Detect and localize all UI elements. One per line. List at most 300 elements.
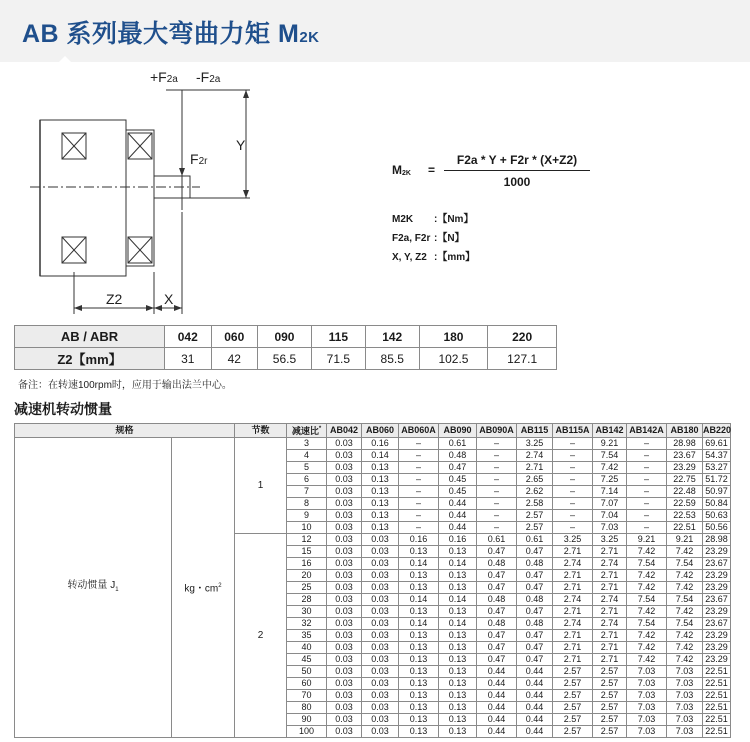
inertia-value: 0.03 — [362, 642, 399, 654]
inertia-value: 0.13 — [399, 606, 439, 618]
inertia-value: 22.51 — [667, 522, 703, 534]
inertia-value: 0.13 — [439, 714, 477, 726]
inertia-value: 0.03 — [362, 558, 399, 570]
inertia-value: 7.42 — [667, 642, 703, 654]
inertia-value: 0.03 — [327, 534, 362, 546]
label-y: Y — [236, 137, 246, 153]
inertia-value: 0.03 — [327, 630, 362, 642]
inertia-value: 0.47 — [439, 462, 477, 474]
inertia-value: 2.74 — [593, 618, 627, 630]
inertia-value: 0.14 — [399, 594, 439, 606]
inertia-value: 0.03 — [362, 678, 399, 690]
inertia-value: 22.59 — [667, 498, 703, 510]
inertia-value: – — [553, 462, 593, 474]
inertia-value: 7.54 — [667, 558, 703, 570]
inertia-value: 7.07 — [593, 498, 627, 510]
inertia-value: 0.48 — [439, 450, 477, 462]
inertia-value: – — [477, 510, 517, 522]
inertia-value: 0.03 — [327, 726, 362, 738]
inertia-value: – — [627, 498, 667, 510]
inertia-value: 0.44 — [477, 690, 517, 702]
inertia-value: 0.44 — [439, 510, 477, 522]
ratio-cell: 5 — [287, 462, 327, 474]
inertia-value: 7.03 — [627, 714, 667, 726]
ratio-cell: 15 — [287, 546, 327, 558]
ratio-cell: 4 — [287, 450, 327, 462]
label-f2r: F2r — [190, 151, 208, 167]
inertia-value: 2.57 — [517, 510, 553, 522]
inertia-value: 7.42 — [627, 570, 667, 582]
z2-size: 060 — [211, 326, 258, 348]
inertia-value: 7.03 — [667, 666, 703, 678]
z2-value: 71.5 — [311, 348, 365, 370]
ratio-cell: 45 — [287, 654, 327, 666]
inertia-value: 7.03 — [667, 690, 703, 702]
inertia-value: 0.44 — [477, 714, 517, 726]
inertia-value: 23.29 — [703, 546, 731, 558]
inertia-value: 2.74 — [517, 450, 553, 462]
ratio-cell: 32 — [287, 618, 327, 630]
z2-value-row — [15, 348, 557, 370]
inertia-value: 7.03 — [627, 702, 667, 714]
ratio-cell: 7 — [287, 486, 327, 498]
inertia-value: 0.03 — [362, 546, 399, 558]
inertia-value: 0.03 — [327, 522, 362, 534]
inertia-value: 2.65 — [517, 474, 553, 486]
inertia-value: 0.45 — [439, 474, 477, 486]
inertia-value: 7.54 — [593, 450, 627, 462]
formula-equals: = — [428, 163, 436, 177]
header-model: AB142 — [593, 424, 627, 438]
inertia-value: 7.54 — [667, 594, 703, 606]
inertia-value: 23.29 — [703, 582, 731, 594]
inertia-value: 2.71 — [593, 606, 627, 618]
inertia-value: 0.13 — [399, 714, 439, 726]
inertia-value: 23.67 — [703, 594, 731, 606]
inertia-value: – — [477, 522, 517, 534]
inertia-value: 0.47 — [517, 546, 553, 558]
inertia-value: 0.13 — [362, 462, 399, 474]
inertia-value: 0.03 — [362, 582, 399, 594]
inertia-value: 7.54 — [627, 594, 667, 606]
ratio-cell: 70 — [287, 690, 327, 702]
inertia-value: 0.03 — [327, 486, 362, 498]
inertia-value: 0.03 — [362, 630, 399, 642]
inertia-value: 0.44 — [477, 726, 517, 738]
inertia-value: 7.42 — [667, 570, 703, 582]
inertia-value: 0.61 — [517, 534, 553, 546]
inertia-value: 2.74 — [553, 618, 593, 630]
inertia-value: 0.13 — [399, 654, 439, 666]
inertia-header-row — [15, 424, 731, 438]
header-model: AB180 — [667, 424, 703, 438]
inertia-value: 0.47 — [477, 654, 517, 666]
inertia-value: 0.61 — [439, 438, 477, 450]
inertia-value: – — [553, 522, 593, 534]
ratio-cell: 16 — [287, 558, 327, 570]
inertia-value: 0.03 — [327, 606, 362, 618]
inertia-value: 0.47 — [517, 630, 553, 642]
inertia-value: 0.03 — [327, 450, 362, 462]
inertia-value: 0.03 — [362, 690, 399, 702]
inertia-value: 23.29 — [703, 570, 731, 582]
inertia-value: 3.25 — [517, 438, 553, 450]
ratio-cell: 20 — [287, 570, 327, 582]
inertia-value: 7.03 — [667, 726, 703, 738]
inertia-value: 0.47 — [477, 570, 517, 582]
inertia-value: 0.13 — [399, 702, 439, 714]
z2-value: 31 — [165, 348, 212, 370]
inertia-value: 0.13 — [399, 666, 439, 678]
inertia-value: 7.42 — [627, 642, 667, 654]
inertia-value: 0.47 — [477, 630, 517, 642]
label-plus-f2a: +F2a — [150, 69, 178, 85]
inertia-value: 2.71 — [517, 462, 553, 474]
inertia-value: 7.04 — [593, 510, 627, 522]
inertia-value: – — [553, 438, 593, 450]
z2-value: 56.5 — [258, 348, 312, 370]
inertia-value: 2.71 — [593, 642, 627, 654]
inertia-value: 7.03 — [667, 678, 703, 690]
inertia-value: – — [399, 438, 439, 450]
inertia-value: 7.42 — [667, 630, 703, 642]
inertia-value: 0.13 — [399, 642, 439, 654]
inertia-value: 7.42 — [627, 654, 667, 666]
z2-size: 090 — [258, 326, 312, 348]
inertia-value: 2.57 — [553, 678, 593, 690]
label-x: X — [164, 291, 174, 307]
inertia-value: 23.29 — [703, 630, 731, 642]
inertia-value: 50.56 — [703, 522, 731, 534]
inertia-value: 3.25 — [553, 534, 593, 546]
inertia-row — [15, 438, 731, 450]
z2-value: 85.5 — [365, 348, 419, 370]
inertia-value: 0.03 — [327, 690, 362, 702]
inertia-value: 2.71 — [553, 582, 593, 594]
inertia-value: – — [553, 486, 593, 498]
inertia-value: 0.13 — [439, 654, 477, 666]
inertia-value: 22.51 — [703, 690, 731, 702]
inertia-value: 50.84 — [703, 498, 731, 510]
inertia-value: – — [627, 462, 667, 474]
inertia-value: 2.71 — [593, 570, 627, 582]
inertia-value: 0.03 — [362, 654, 399, 666]
header-stage: 节数 — [235, 424, 287, 438]
inertia-value: 7.42 — [627, 630, 667, 642]
inertia-row-label: 转动惯量 $J_1$ — [15, 438, 172, 738]
ratio-cell: 3 — [287, 438, 327, 450]
ratio-cell: 100 — [287, 726, 327, 738]
inertia-value: – — [627, 510, 667, 522]
z2-row-label: Z2【mm】 — [15, 348, 165, 370]
inertia-value: 50.63 — [703, 510, 731, 522]
inertia-value: 9.21 — [593, 438, 627, 450]
inertia-value: 7.42 — [627, 606, 667, 618]
inertia-value: 0.03 — [362, 570, 399, 582]
inertia-value: 0.13 — [362, 522, 399, 534]
inertia-value: 2.71 — [593, 546, 627, 558]
z2-size: 042 — [165, 326, 212, 348]
inertia-value: 7.42 — [593, 462, 627, 474]
inertia-value: 7.54 — [627, 618, 667, 630]
inertia-value: 0.47 — [477, 642, 517, 654]
inertia-value: 0.13 — [439, 690, 477, 702]
header-model: AB220 — [703, 424, 731, 438]
inertia-value: 69.61 — [703, 438, 731, 450]
inertia-value: 0.48 — [517, 618, 553, 630]
inertia-value: 7.54 — [627, 558, 667, 570]
inertia-unit: kg・$cm^2$ — [172, 438, 235, 738]
header-model: AB042 — [327, 424, 362, 438]
inertia-value: – — [399, 510, 439, 522]
unit-legend — [392, 210, 475, 267]
ratio-cell: 12 — [287, 534, 327, 546]
inertia-value: 0.03 — [327, 510, 362, 522]
inertia-value: 23.29 — [703, 606, 731, 618]
inertia-value: 0.48 — [477, 618, 517, 630]
inertia-value: 0.13 — [399, 690, 439, 702]
formula-denominator: 1000 — [503, 175, 531, 189]
z2-header-label: AB / ABR — [15, 326, 165, 348]
section-title: 减速机转动惯量 — [14, 401, 112, 417]
inertia-value: 0.03 — [362, 726, 399, 738]
inertia-value: 0.03 — [327, 678, 362, 690]
inertia-value: 0.44 — [517, 678, 553, 690]
inertia-value: 0.48 — [477, 558, 517, 570]
z2-size: 142 — [365, 326, 419, 348]
header-model: AB090A — [477, 424, 517, 438]
inertia-value: 7.42 — [667, 582, 703, 594]
inertia-value: 7.42 — [627, 582, 667, 594]
inertia-value: 2.57 — [553, 726, 593, 738]
inertia-value: 7.42 — [667, 606, 703, 618]
inertia-value: 7.03 — [627, 690, 667, 702]
ratio-cell: 80 — [287, 702, 327, 714]
inertia-value: 2.57 — [593, 714, 627, 726]
stage-cell: 1 — [235, 438, 287, 534]
inertia-value: 0.03 — [327, 558, 362, 570]
label-minus-f2a: -F2a — [196, 69, 221, 85]
ratio-cell: 90 — [287, 714, 327, 726]
inertia-value: – — [627, 450, 667, 462]
z2-table — [14, 325, 557, 370]
inertia-value: 0.13 — [362, 498, 399, 510]
inertia-value: 0.16 — [439, 534, 477, 546]
inertia-value: 2.71 — [553, 654, 593, 666]
inertia-value: 0.44 — [477, 702, 517, 714]
header-model: AB115A — [553, 424, 593, 438]
inertia-value: 0.03 — [362, 666, 399, 678]
inertia-value: 0.48 — [477, 594, 517, 606]
inertia-value: 28.98 — [703, 534, 731, 546]
inertia-value: 0.13 — [362, 510, 399, 522]
inertia-value: – — [477, 498, 517, 510]
inertia-value: 0.16 — [362, 438, 399, 450]
inertia-value: 0.03 — [362, 606, 399, 618]
inertia-value: 7.25 — [593, 474, 627, 486]
inertia-value: 22.51 — [703, 702, 731, 714]
inertia-value: 0.13 — [399, 570, 439, 582]
stage-cell: 2 — [235, 534, 287, 738]
inertia-value: 9.21 — [667, 534, 703, 546]
unit-row: M2K :【Nm】 — [392, 214, 474, 225]
inertia-value: 0.44 — [439, 522, 477, 534]
inertia-value: 0.13 — [439, 546, 477, 558]
inertia-value: 7.42 — [667, 546, 703, 558]
inertia-value: 2.57 — [593, 678, 627, 690]
inertia-value: 22.75 — [667, 474, 703, 486]
inertia-value: 0.03 — [327, 462, 362, 474]
inertia-value: 0.13 — [439, 678, 477, 690]
inertia-value: 0.61 — [477, 534, 517, 546]
inertia-value: – — [627, 438, 667, 450]
ratio-cell: 50 — [287, 666, 327, 678]
inertia-value: 0.03 — [327, 594, 362, 606]
ratio-cell: 8 — [287, 498, 327, 510]
inertia-value: 7.03 — [627, 666, 667, 678]
ratio-cell: 10 — [287, 522, 327, 534]
inertia-value: 0.13 — [439, 570, 477, 582]
inertia-value: 0.13 — [439, 666, 477, 678]
label-z2: Z2 — [106, 291, 123, 307]
inertia-value: – — [399, 462, 439, 474]
inertia-value: 7.03 — [593, 522, 627, 534]
inertia-value: 22.51 — [703, 666, 731, 678]
inertia-value: 0.13 — [362, 474, 399, 486]
inertia-value: 2.57 — [553, 714, 593, 726]
inertia-value: 0.03 — [362, 714, 399, 726]
inertia-value: 0.03 — [327, 582, 362, 594]
inertia-value: 0.03 — [327, 618, 362, 630]
inertia-value: 2.71 — [553, 570, 593, 582]
inertia-value: 0.14 — [439, 618, 477, 630]
inertia-value: 2.74 — [553, 558, 593, 570]
inertia-value: 7.42 — [667, 654, 703, 666]
inertia-value: 2.57 — [593, 666, 627, 678]
inertia-value: – — [399, 498, 439, 510]
inertia-value: – — [553, 510, 593, 522]
inertia-value: 0.47 — [477, 582, 517, 594]
inertia-value: 54.37 — [703, 450, 731, 462]
inertia-value: 2.71 — [593, 654, 627, 666]
inertia-value: 2.74 — [553, 594, 593, 606]
inertia-value: – — [477, 450, 517, 462]
ratio-cell: 30 — [287, 606, 327, 618]
inertia-value: 0.03 — [327, 714, 362, 726]
inertia-value: 2.71 — [553, 630, 593, 642]
inertia-value: 0.13 — [399, 630, 439, 642]
inertia-value: 7.14 — [593, 486, 627, 498]
inertia-value: 53.27 — [703, 462, 731, 474]
inertia-value: 7.03 — [627, 726, 667, 738]
unit-row: X, Y, Z2 :【mm】 — [392, 252, 476, 263]
formula-numerator: F2a * Y + F2r * (X+Z2) — [456, 153, 578, 167]
inertia-value: – — [399, 450, 439, 462]
inertia-value: – — [477, 486, 517, 498]
inertia-value: 0.03 — [327, 654, 362, 666]
inertia-value: 0.13 — [439, 582, 477, 594]
ratio-cell: 25 — [287, 582, 327, 594]
inertia-value: 0.14 — [399, 618, 439, 630]
inertia-value: 0.44 — [517, 702, 553, 714]
z2-size: 220 — [488, 326, 557, 348]
inertia-value: – — [399, 474, 439, 486]
inertia-table — [14, 423, 731, 738]
inertia-value: 0.47 — [517, 570, 553, 582]
inertia-value: 0.14 — [439, 594, 477, 606]
inertia-value: 2.71 — [593, 582, 627, 594]
inertia-value: 0.03 — [362, 618, 399, 630]
inertia-value: 2.57 — [593, 690, 627, 702]
inertia-value: 9.21 — [627, 534, 667, 546]
inertia-value: 0.03 — [362, 594, 399, 606]
header-spec: 规格 — [15, 424, 235, 438]
inertia-value: 22.51 — [703, 678, 731, 690]
inertia-value: – — [627, 486, 667, 498]
inertia-value: 23.67 — [703, 618, 731, 630]
inertia-value: 0.13 — [399, 582, 439, 594]
z2-value: 42 — [211, 348, 258, 370]
header-model: AB142A — [627, 424, 667, 438]
inertia-value: 0.03 — [327, 702, 362, 714]
inertia-value: 2.57 — [553, 690, 593, 702]
inertia-value: – — [627, 522, 667, 534]
inertia-value: – — [399, 522, 439, 534]
inertia-value: 0.03 — [327, 474, 362, 486]
inertia-value: 0.44 — [477, 678, 517, 690]
inertia-value: 0.47 — [477, 606, 517, 618]
inertia-value: 0.03 — [327, 498, 362, 510]
inertia-value: 0.47 — [517, 654, 553, 666]
inertia-value: 7.03 — [627, 678, 667, 690]
inertia-value: 23.67 — [703, 558, 731, 570]
inertia-value: 2.74 — [593, 558, 627, 570]
inertia-value: 0.13 — [439, 702, 477, 714]
inertia-value: 0.13 — [362, 486, 399, 498]
inertia-value: 0.48 — [517, 594, 553, 606]
inertia-value: 0.47 — [477, 546, 517, 558]
inertia-value: – — [399, 486, 439, 498]
inertia-value: 0.03 — [327, 546, 362, 558]
inertia-value: 2.71 — [593, 630, 627, 642]
inertia-value: – — [477, 474, 517, 486]
z2-size: 115 — [311, 326, 365, 348]
inertia-value: 0.13 — [399, 726, 439, 738]
inertia-value: 22.48 — [667, 486, 703, 498]
inertia-value: 0.16 — [399, 534, 439, 546]
inertia-value: 0.44 — [517, 666, 553, 678]
header-ratio: 减速比* — [287, 424, 327, 438]
inertia-value: 0.13 — [439, 642, 477, 654]
inertia-value: 0.47 — [517, 582, 553, 594]
inertia-value: 0.13 — [439, 726, 477, 738]
inertia-value: 2.71 — [553, 546, 593, 558]
fraction-bar — [444, 170, 590, 171]
inertia-value: 0.13 — [399, 678, 439, 690]
inertia-value: 2.62 — [517, 486, 553, 498]
header-model: AB115 — [517, 424, 553, 438]
page-title: AB 系列最大弯曲力矩 M2K — [22, 20, 320, 48]
inertia-value: 2.57 — [593, 702, 627, 714]
inertia-value: 0.14 — [362, 450, 399, 462]
ratio-cell: 60 — [287, 678, 327, 690]
header-model: AB060A — [399, 424, 439, 438]
inertia-value: 51.72 — [703, 474, 731, 486]
inertia-value: 3.25 — [593, 534, 627, 546]
inertia-value: 7.54 — [667, 618, 703, 630]
ratio-cell: 28 — [287, 594, 327, 606]
footnote: 备注：在转速100rpm时，应用于输出法兰中心。 — [18, 380, 232, 391]
